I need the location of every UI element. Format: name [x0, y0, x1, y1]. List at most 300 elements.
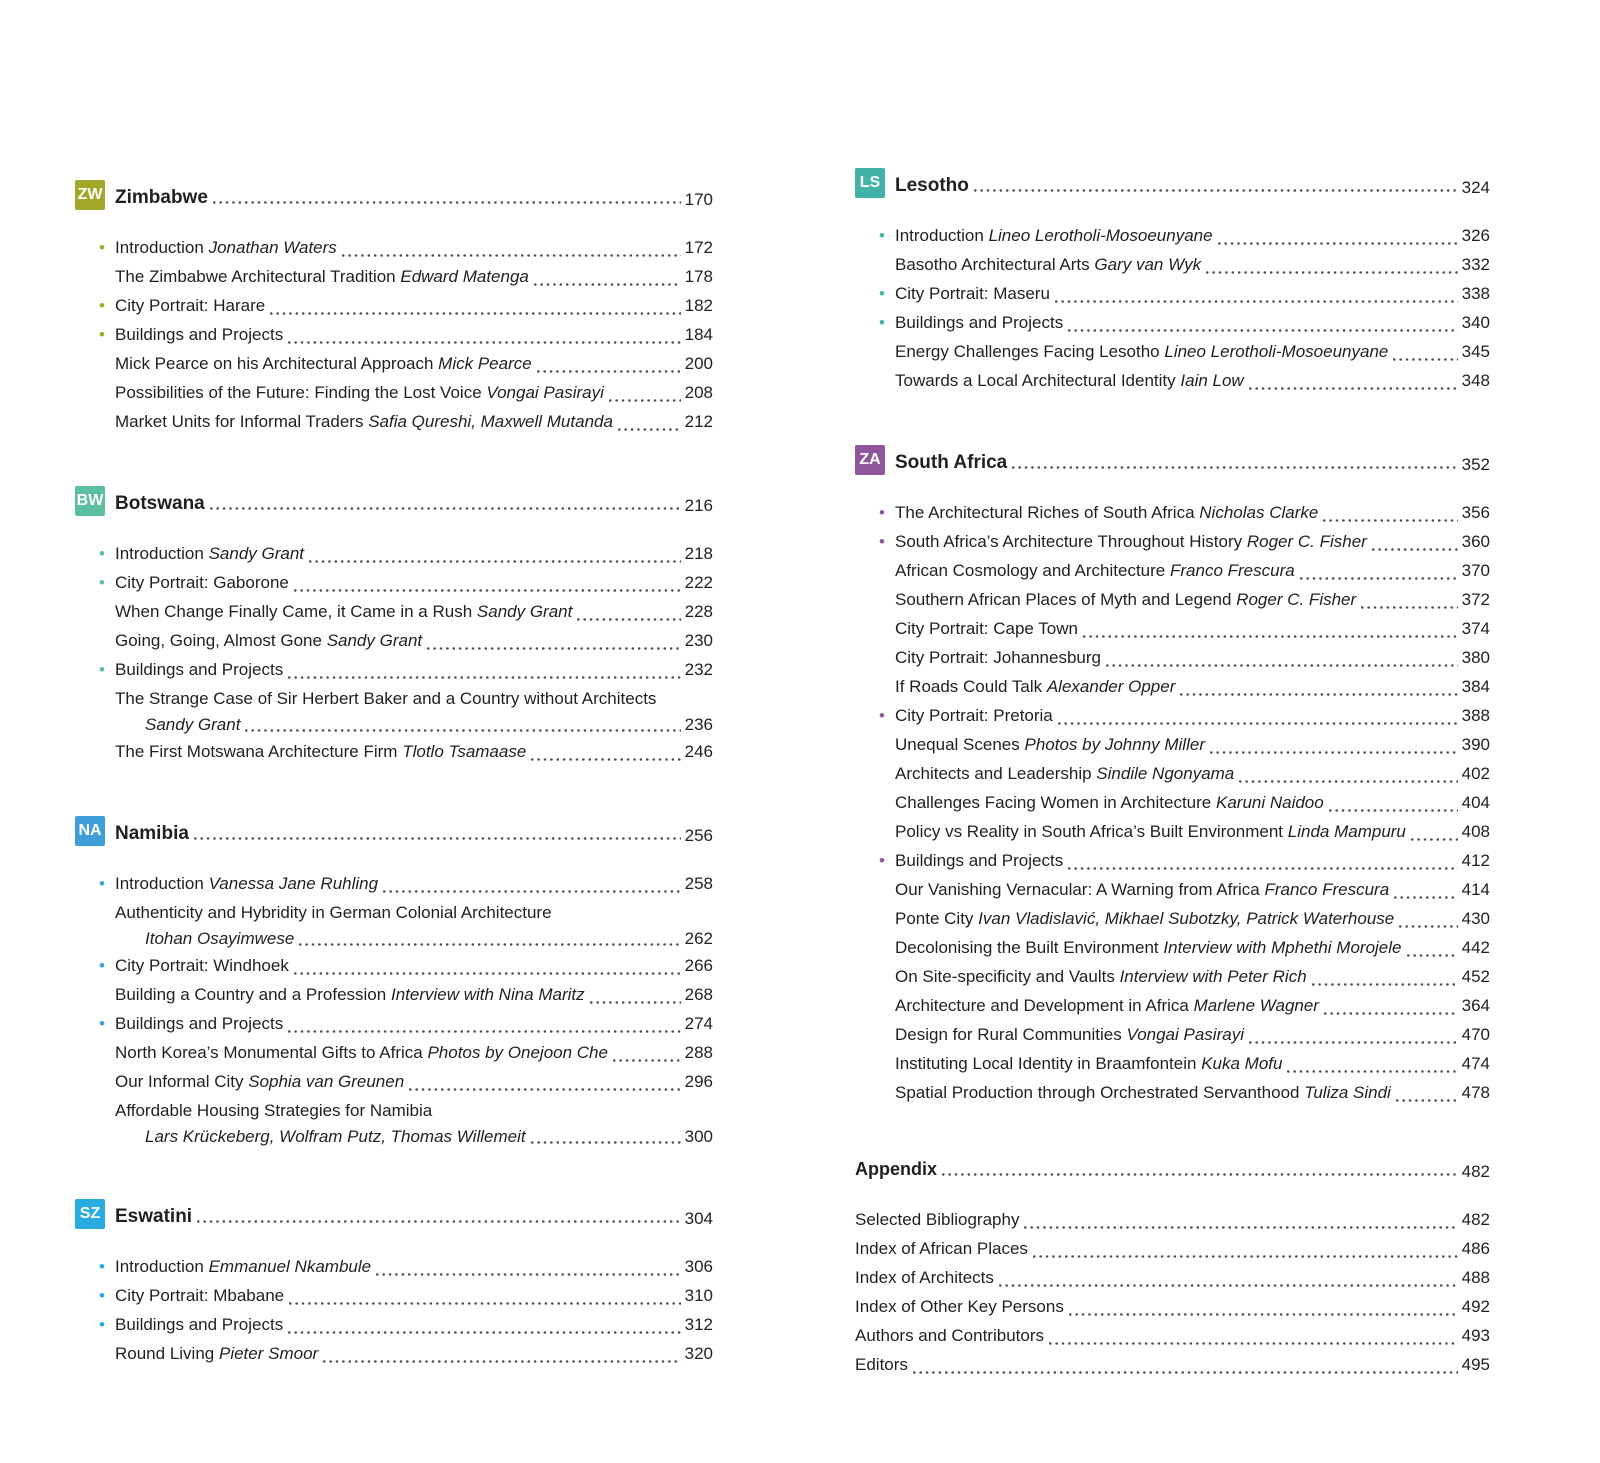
entry-title	[855, 1292, 1064, 1321]
entry-page-number: 246	[684, 742, 713, 761]
entry-title	[895, 817, 1406, 846]
entry-page-number: 232	[684, 660, 713, 679]
leader-dots	[531, 758, 680, 761]
entry-author: Gary van Wyk	[1094, 255, 1202, 274]
leader-dots	[288, 676, 680, 679]
entry-page-number: 482	[1461, 1210, 1490, 1229]
leader-dots	[1012, 466, 1457, 469]
entry-title	[115, 1281, 284, 1310]
entry-title	[115, 262, 529, 291]
entry-author: Kuka Mofu	[1201, 1054, 1283, 1073]
entry-page-number: 222	[684, 573, 713, 592]
entry-page-number: 478	[1461, 1083, 1490, 1102]
entry-page-number: 310	[684, 1286, 713, 1305]
toc-entry	[855, 730, 1490, 759]
bullet-icon: •	[99, 573, 105, 592]
toc-entry	[75, 597, 713, 626]
entry-author: Nicholas Clarke	[1199, 503, 1319, 522]
entry-title	[895, 527, 1367, 556]
entry-title	[895, 498, 1318, 527]
toc-right-column	[855, 168, 1490, 1379]
entry-title-text: Index of Other Key Persons	[855, 1297, 1064, 1316]
entry-title	[115, 1339, 318, 1368]
toc-entry	[855, 614, 1490, 643]
toc-entry	[855, 904, 1490, 933]
entry-title	[115, 1067, 404, 1096]
entry-title-text: Ponte City	[895, 909, 974, 928]
entry-title-text: If Roads Could Talk	[895, 677, 1043, 696]
entry-title-text: City Portrait: Cape Town	[895, 619, 1078, 638]
entry-author: Itohan Osayimwese	[145, 929, 295, 948]
entry-page-number: 268	[684, 985, 713, 1004]
entry-page-number: 348	[1461, 371, 1490, 390]
entry-title-text: When Change Finally Came, it Came in a Rush	[115, 602, 473, 621]
leader-dots	[1058, 722, 1458, 725]
toc-entry	[855, 1049, 1490, 1078]
toc-section	[75, 486, 713, 766]
entry-title-text: City Portrait: Gaborone	[115, 573, 289, 592]
section-page-number: 304	[684, 1209, 713, 1228]
leader-dots	[913, 1371, 1458, 1374]
entry-title-text: City Portrait: Maseru	[895, 284, 1050, 303]
toc-entry	[855, 498, 1490, 527]
entry-title	[145, 713, 240, 737]
leader-dots	[383, 890, 681, 893]
leader-dots	[1300, 577, 1458, 580]
entry-page-number: 332	[1461, 255, 1490, 274]
entry-title-text: The Zimbabwe Architectural Tradition	[115, 267, 396, 286]
toc-section	[855, 445, 1490, 1107]
entry-page-number: 408	[1461, 822, 1490, 841]
entry-author: Sandy Grant	[326, 631, 423, 650]
section-title: Eswatini	[115, 1206, 193, 1227]
section-page-number: 216	[684, 496, 713, 515]
entry-title	[895, 585, 1356, 614]
bullet-icon: •	[879, 284, 885, 303]
toc-entry	[855, 672, 1490, 701]
leader-dots	[1068, 329, 1457, 332]
toc-entry	[855, 788, 1490, 817]
entry-page-number: 412	[1461, 851, 1490, 870]
entry-title	[855, 1321, 1044, 1350]
entry-page-number: 390	[1461, 735, 1490, 754]
leader-dots	[537, 370, 681, 373]
leader-dots	[1239, 780, 1457, 783]
bullet-icon: •	[99, 1286, 105, 1305]
leader-dots	[194, 837, 681, 840]
toc-entry	[75, 1281, 713, 1310]
entry-page-number: 340	[1461, 313, 1490, 332]
entry-page-number: 380	[1461, 648, 1490, 667]
entry-author: Iain Low	[1180, 371, 1244, 390]
section-header	[75, 1199, 713, 1229]
entry-author: Lineo Lerotholi-Mosoeunyane	[1164, 342, 1389, 361]
leader-dots	[1324, 1012, 1458, 1015]
entry-title	[895, 672, 1175, 701]
entry-title-text: Introduction	[895, 226, 984, 245]
entry-title-text: Buildings and Projects	[115, 325, 284, 344]
leader-dots	[1372, 548, 1458, 551]
entry-title	[115, 1252, 371, 1281]
entry-page-number: 360	[1461, 532, 1490, 551]
entry-page-number: 402	[1461, 764, 1490, 783]
bullet-icon: •	[879, 313, 885, 332]
entry-page-number: 228	[684, 602, 713, 621]
bullet-icon: •	[879, 503, 885, 522]
entry-title-text: Editors	[855, 1355, 908, 1374]
entry-title	[115, 407, 613, 436]
section-title: Zimbabwe	[115, 187, 208, 208]
toc-entry	[855, 875, 1490, 904]
toc-entry	[75, 320, 713, 349]
toc-entry	[855, 1350, 1490, 1379]
entry-author: Franco Frescura	[1169, 561, 1295, 580]
entry-title	[895, 614, 1078, 643]
entry-author: Safia Qureshi, Maxwell Mutanda	[368, 412, 613, 431]
entry-title	[895, 1078, 1391, 1107]
entry-title	[895, 846, 1063, 875]
entry-title-text: Unequal Scenes	[895, 735, 1020, 754]
entry-page-number: 288	[684, 1043, 713, 1062]
entry-title-text: City Portrait: Pretoria	[895, 706, 1053, 725]
entry-title-text: Buildings and Projects	[895, 313, 1064, 332]
bullet-icon: •	[99, 1014, 105, 1033]
entry-author: Mick Pearce	[438, 354, 532, 373]
leader-dots	[288, 341, 680, 344]
leader-dots	[342, 254, 681, 257]
entry-page-number: 258	[684, 874, 713, 893]
entry-author: Photos by Onejoon Che	[427, 1043, 608, 1062]
leader-dots	[1210, 751, 1458, 754]
entry-author: Linda Mampuru	[1287, 822, 1406, 841]
leader-dots	[1068, 867, 1457, 870]
bullet-icon: •	[99, 238, 105, 257]
entry-title	[115, 626, 422, 655]
toc-entry	[855, 308, 1490, 337]
entry-title	[115, 233, 337, 262]
toc-entry	[75, 1252, 713, 1281]
entry-title	[115, 898, 552, 927]
leader-dots	[1206, 271, 1457, 274]
leader-dots	[1393, 358, 1457, 361]
section-title: Namibia	[115, 823, 189, 844]
leader-dots	[299, 943, 680, 946]
toc-entry	[75, 951, 713, 980]
entry-title	[115, 684, 656, 713]
entry-page-number: 326	[1461, 226, 1490, 245]
leader-dots	[294, 972, 681, 975]
entry-page-number: 338	[1461, 284, 1490, 303]
toc-section	[75, 1199, 713, 1368]
entry-title	[115, 1310, 283, 1339]
entry-page-number: 262	[684, 929, 713, 948]
entry-title-text: The Strange Case of Sir Herbert Baker and a Country without Architects	[115, 689, 657, 708]
toc-section	[855, 1157, 1490, 1379]
leader-dots	[309, 560, 681, 563]
entry-title-text: Challenges Facing Women in Architecture	[895, 793, 1212, 812]
toc-section	[75, 180, 713, 436]
leader-dots	[323, 1360, 680, 1363]
toc-entry	[855, 817, 1490, 846]
entry-page-number: 266	[684, 956, 713, 975]
toc-entry	[855, 1263, 1490, 1292]
entry-title	[895, 759, 1234, 788]
leader-dots	[1049, 1342, 1458, 1345]
toc-entry	[75, 349, 713, 378]
bullet-icon: •	[879, 851, 885, 870]
entry-title	[855, 1234, 1028, 1263]
entry-page-number: 274	[684, 1014, 713, 1033]
entry-title-text: Introduction	[115, 238, 204, 257]
entry-page-number: 374	[1461, 619, 1490, 638]
leader-dots	[613, 1059, 681, 1062]
toc-entry	[75, 869, 713, 898]
entry-title-text: Introduction	[115, 544, 204, 563]
entry-page-number: 364	[1461, 996, 1490, 1015]
entry-title-text: Southern African Places of Myth and Legend	[895, 590, 1232, 609]
leader-dots	[427, 647, 680, 650]
entry-page-number: 200	[684, 354, 713, 373]
entry-title-text: South Africa’s Architecture Throughout History	[895, 532, 1243, 551]
leader-dots	[210, 507, 681, 510]
entry-page-number: 182	[684, 296, 713, 315]
entry-page-number: 493	[1461, 1326, 1490, 1345]
entry-title-text: Architects and Leadership	[895, 764, 1092, 783]
entry-title-text: African Cosmology and Architecture	[895, 561, 1166, 580]
entry-title-text: Introduction	[115, 1257, 204, 1276]
leader-dots	[1069, 1313, 1458, 1316]
entry-author: Roger C. Fisher	[1236, 590, 1357, 609]
toc-entry	[855, 250, 1490, 279]
country-code-badge: ZA	[855, 445, 885, 475]
entry-title-text: Mick Pearce on his Architectural Approach	[115, 354, 434, 373]
entry-title-text: Market Units for Informal Traders	[115, 412, 364, 431]
leader-dots	[289, 1302, 680, 1305]
entry-title-text: Our Vanishing Vernacular: A Warning from Africa	[895, 880, 1260, 899]
toc-entry-continuation	[75, 927, 713, 951]
entry-title-text: Basotho Architectural Arts	[895, 255, 1090, 274]
toc-entry	[75, 568, 713, 597]
leader-dots	[288, 1030, 680, 1033]
leader-dots	[577, 618, 680, 621]
entry-page-number: 495	[1461, 1355, 1490, 1374]
entry-author: Sandy Grant	[208, 544, 305, 563]
section-header	[855, 168, 1490, 198]
entry-page-number: 296	[684, 1072, 713, 1091]
entry-title	[895, 1049, 1282, 1078]
entry-author: Karuni Naidoo	[1215, 793, 1324, 812]
entry-title-text: North Korea’s Monumental Gifts to Africa	[115, 1043, 423, 1062]
entry-title-text: Design for Rural Communities	[895, 1025, 1122, 1044]
leader-dots	[1361, 606, 1457, 609]
entry-title-text: Round Living	[115, 1344, 215, 1363]
bullet-icon: •	[99, 956, 105, 975]
entry-author: Lineo Lerotholi-Mosoeunyane	[988, 226, 1213, 245]
bullet-icon: •	[99, 325, 105, 344]
entry-title	[895, 556, 1295, 585]
leader-dots	[590, 1001, 681, 1004]
section-title: Botswana	[115, 493, 205, 514]
toc-entry	[855, 759, 1490, 788]
entry-page-number: 404	[1461, 793, 1490, 812]
bullet-icon: •	[99, 874, 105, 893]
leader-dots	[1180, 693, 1457, 696]
toc-entry	[855, 846, 1490, 875]
entry-title-text: Buildings and Projects	[115, 1014, 284, 1033]
section-header	[75, 180, 713, 210]
entry-title	[895, 991, 1319, 1020]
bullet-icon: •	[879, 706, 885, 725]
entry-title	[115, 378, 604, 407]
entry-title-text: Affordable Housing Strategies for Namibia	[115, 1101, 433, 1120]
toc-entry	[855, 1078, 1490, 1107]
toc-entry	[75, 1310, 713, 1339]
toc-entry	[75, 1038, 713, 1067]
country-code-badge: LS	[855, 168, 885, 198]
toc-entry	[75, 1009, 713, 1038]
entry-title	[895, 701, 1053, 730]
toc-entry	[75, 378, 713, 407]
toc-entry	[75, 737, 713, 766]
entry-title-text: Index of Architects	[855, 1268, 994, 1287]
toc-entry	[855, 527, 1490, 556]
entry-title	[115, 320, 283, 349]
entry-page-number: 178	[684, 267, 713, 286]
section-title: Appendix	[855, 1159, 938, 1179]
section-title: South Africa	[895, 452, 1008, 473]
toc-entry	[75, 898, 713, 927]
entry-page-number: 208	[684, 383, 713, 402]
entry-page-number: 414	[1461, 880, 1490, 899]
toc-entry	[855, 1292, 1490, 1321]
entry-author: Emmanuel Nkambule	[208, 1257, 372, 1276]
entry-title-text: City Portrait: Johannesburg	[895, 648, 1101, 667]
toc-entry	[75, 1067, 713, 1096]
entry-title-text: Spatial Production through Orchestrated Servanthood	[895, 1083, 1300, 1102]
toc-entry	[855, 1205, 1490, 1234]
entry-title-text: City Portrait: Windhoek	[115, 956, 289, 975]
entry-title	[895, 643, 1101, 672]
entry-title-text: Going, Going, Almost Gone	[115, 631, 322, 650]
entry-title	[895, 337, 1388, 366]
entry-page-number: 492	[1461, 1297, 1490, 1316]
section-page-number: 482	[1461, 1162, 1490, 1181]
leader-dots	[1083, 635, 1458, 638]
toc-entry	[855, 366, 1490, 395]
entry-title-text: The Architectural Riches of South Africa	[895, 503, 1195, 522]
toc-left-column	[75, 180, 713, 1379]
entry-page-number: 230	[684, 631, 713, 650]
entry-page-number: 430	[1461, 909, 1490, 928]
entry-title-text: Authors and Contributors	[855, 1326, 1044, 1345]
entry-page-number: 300	[684, 1127, 713, 1146]
section-header	[75, 486, 713, 516]
entry-title	[895, 308, 1063, 337]
bullet-icon: •	[99, 1257, 105, 1276]
entry-title-text: Decolonising the Built Environment	[895, 938, 1159, 957]
entry-title	[115, 737, 526, 766]
leader-dots	[1106, 664, 1458, 667]
entry-title-text: The First Motswana Architecture Firm	[115, 742, 398, 761]
entry-author: Jonathan Waters	[208, 238, 337, 257]
leader-dots	[1407, 954, 1458, 957]
toc-entry	[855, 643, 1490, 672]
leader-dots	[376, 1273, 681, 1276]
leader-dots	[245, 729, 680, 732]
toc-entry	[855, 991, 1490, 1020]
country-code-badge: ZW	[75, 180, 105, 210]
entry-title-text: Energy Challenges Facing Lesotho	[895, 342, 1160, 361]
leader-dots	[974, 189, 1458, 192]
section-page-number: 352	[1461, 455, 1490, 474]
entry-page-number: 312	[684, 1315, 713, 1334]
leader-dots	[409, 1088, 680, 1091]
entry-title	[115, 539, 304, 568]
section-title: Lesotho	[895, 175, 969, 196]
country-code-badge: BW	[75, 486, 105, 516]
entry-author: Vongai Pasirayi	[1126, 1025, 1244, 1044]
entry-author: Interview with Nina Maritz	[390, 985, 585, 1004]
leader-dots	[1287, 1070, 1457, 1073]
entry-author: Marlene Wagner	[1193, 996, 1319, 1015]
entry-title	[855, 1205, 1019, 1234]
section-header	[855, 1157, 1490, 1182]
leader-dots	[294, 589, 681, 592]
entry-title-text: Introduction	[115, 874, 204, 893]
leader-dots	[1329, 809, 1458, 812]
toc-entry-continuation	[75, 1125, 713, 1149]
bullet-icon: •	[99, 660, 105, 679]
entry-page-number: 212	[684, 412, 713, 431]
bullet-icon: •	[99, 544, 105, 563]
leader-dots	[1249, 1041, 1458, 1044]
leader-dots	[1396, 1099, 1458, 1102]
toc-entry	[75, 262, 713, 291]
entry-title-text: Possibilities of the Future: Finding the Lost Voice	[115, 383, 482, 402]
leader-dots	[1312, 983, 1458, 986]
entry-title-text: Policy vs Reality in South Africa’s Built Environment	[895, 822, 1284, 841]
entry-page-number: 442	[1461, 938, 1490, 957]
entry-page-number: 218	[684, 544, 713, 563]
entry-title-text: Authenticity and Hybridity in German Colonial Architecture	[115, 903, 552, 922]
section-page-number: 256	[684, 826, 713, 845]
toc-entry	[75, 684, 713, 713]
entry-title	[115, 291, 265, 320]
entry-title-text: Selected Bibliography	[855, 1210, 1020, 1229]
toc-entry	[75, 539, 713, 568]
entry-title	[115, 597, 572, 626]
toc-entry	[855, 933, 1490, 962]
leader-dots	[609, 399, 681, 402]
entry-page-number: 384	[1461, 677, 1490, 696]
entry-author: Edward Matenga	[400, 267, 529, 286]
entry-page-number: 184	[684, 325, 713, 344]
entry-page-number: 356	[1461, 503, 1490, 522]
leader-dots	[534, 283, 681, 286]
section-header	[75, 816, 713, 846]
entry-title	[115, 1009, 283, 1038]
toc-entry	[75, 626, 713, 655]
section-header	[855, 445, 1490, 475]
entry-author: Vongai Pasirayi	[486, 383, 604, 402]
entry-title	[115, 568, 289, 597]
entry-page-number: 486	[1461, 1239, 1490, 1258]
entry-title	[115, 349, 532, 378]
leader-dots	[288, 1331, 680, 1334]
leader-dots	[213, 201, 681, 204]
toc-entry	[75, 980, 713, 1009]
leader-dots	[942, 1173, 1458, 1176]
